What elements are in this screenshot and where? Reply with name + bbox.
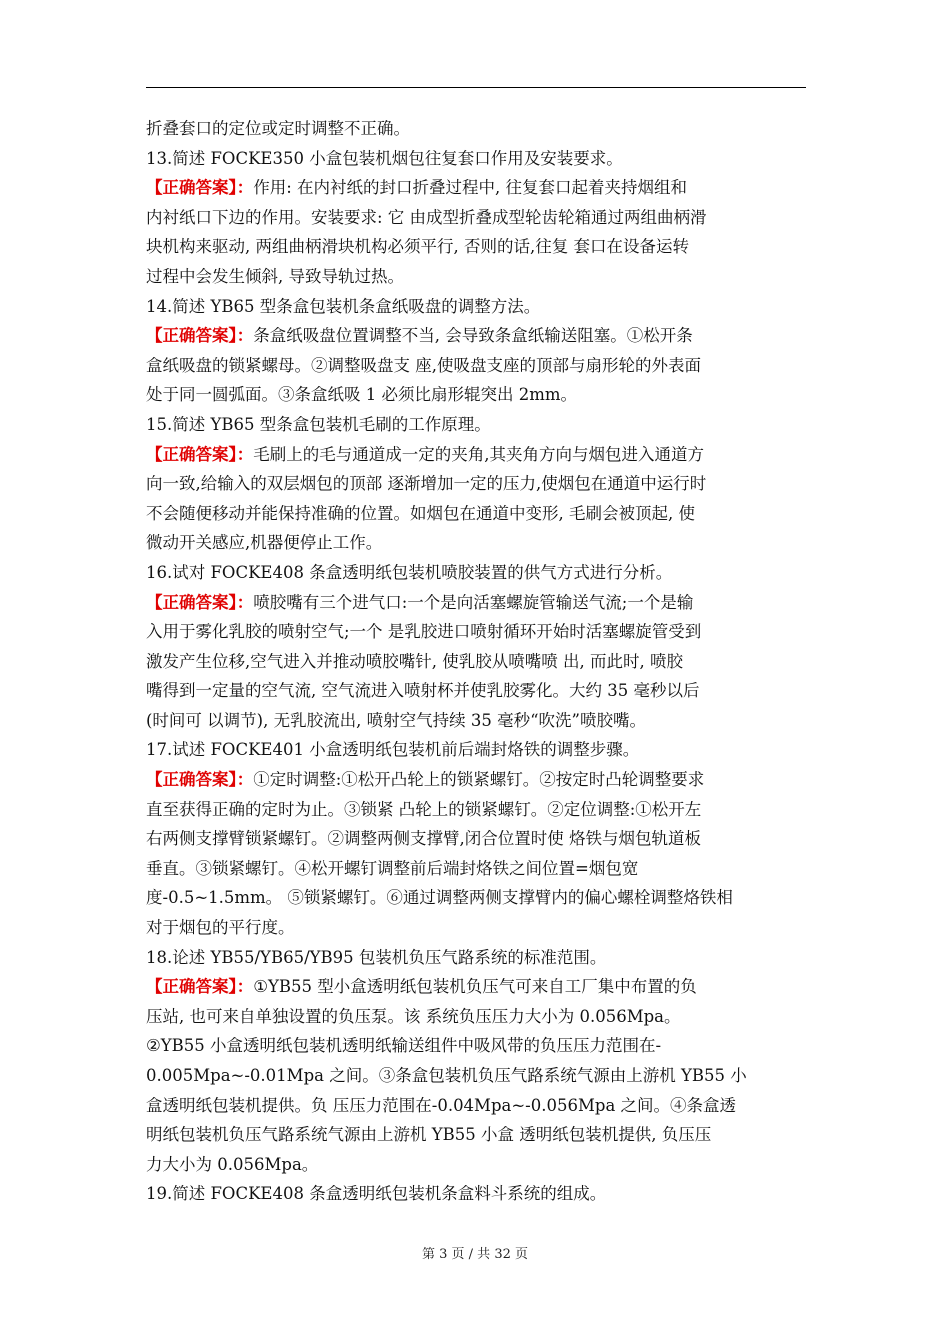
text-line (146, 943, 806, 973)
answer-label: 【正确答案】： (146, 770, 254, 790)
line-text: 盒纸吸盘的锁紧螺母。②调整吸盘支 座,使吸盘支座的顶部与扇形轮的外表面 (146, 355, 701, 375)
text-line (146, 114, 806, 144)
line-text: 度-0.5~1.5mm。 ⑤锁紧螺钉。⑥通过调整两侧支撑臂内的偏心螺栓调整烙铁相 (146, 888, 733, 908)
text-line (146, 499, 806, 529)
line-text: ②YB55 小盒透明纸包装机透明纸输送组件中吸风带的负压压力范围在- (146, 1036, 662, 1056)
line-text: 0.005Mpa~-0.01Mpa 之间。③条盒包装机负压气路系统气源由上游机 YB55 小 (146, 1066, 747, 1085)
text-line (146, 1031, 806, 1061)
line-text: 折叠套口的定位或定时调整不正确。 (146, 119, 410, 138)
line-text: 内衬纸口下边的作用。安装要求: 它 由成型折叠成型轮齿轮箱通过两组曲柄滑 (146, 207, 707, 227)
text-line (146, 676, 806, 706)
text-line (146, 795, 806, 825)
text-line (146, 706, 806, 736)
line-text: 对于烟包的平行度。 (146, 918, 295, 938)
text-line (146, 1002, 806, 1032)
page-footer: 第 3 页 / 共 32 页 (422, 1247, 528, 1262)
text-line (146, 232, 806, 262)
line-text: 毛刷上的毛与通道成一定的夹角,其夹角方向与烟包进入通道方 (253, 444, 704, 464)
line-text: 垂直。③锁紧螺钉。④松开螺钉调整前后端封烙铁之间位置=烟包宽 (146, 858, 639, 878)
text-line (146, 528, 806, 558)
line-text: 17.试述 FOCKE401 小盒透明纸包装机前后端封烙铁的调整步骤。 (146, 740, 640, 760)
text-line (146, 469, 806, 499)
line-text: 嘴得到一定量的空气流, 空气流进入喷射杯并使乳胶雾化。大约 35 毫秒以后 (146, 681, 700, 701)
text-line (146, 173, 806, 203)
text-line (146, 647, 806, 677)
text-line (146, 1179, 806, 1209)
line-text: ①YB55 型小盒透明纸包装机负压气可来自工厂集中布置的负 (253, 977, 697, 997)
answer-label: 【正确答案】： (146, 326, 254, 346)
header-rule (146, 87, 806, 88)
line-text: 16.试对 FOCKE408 条盒透明纸包装机喷胶装置的供气方式进行分析。 (146, 562, 673, 582)
text-line (146, 321, 806, 351)
text-line (146, 1061, 806, 1091)
text-line (146, 588, 806, 618)
line-text: 处于同一圆弧面。③条盒纸吸 1 必须比扇形辊突出 2mm。 (146, 385, 578, 405)
line-text: 喷胶嘴有三个进气口:一个是向活塞螺旋管输送气流;一个是输 (253, 592, 694, 612)
line-text: ①定时调整:①松开凸轮上的锁紧螺钉。②按定时凸轮调整要求 (253, 770, 705, 790)
text-line (146, 292, 806, 322)
line-text: 向一致,给输入的双层烟包的顶部 逐渐增加一定的压力,使烟包在通道中运行时 (146, 474, 707, 494)
document-body (146, 114, 806, 1209)
text-line (146, 617, 806, 647)
line-text: 直至获得正确的定时为止。③锁紧 凸轮上的锁紧螺钉。②定位调整:①松开左 (146, 799, 702, 819)
text-line (146, 380, 806, 410)
text-line (146, 351, 806, 381)
line-text: 块机构来驱动, 两组曲柄滑块机构必须平行, 否则的话,往复 套口在设备运转 (146, 237, 689, 257)
text-line (146, 440, 806, 470)
answer-label: 【正确答案】： (146, 977, 254, 997)
line-text: 微动开关感应,机器便停止工作。 (146, 533, 383, 553)
line-text: 明纸包装机负压气路系统气源由上游机 YB55 小盒 透明纸包装机提供, 负压压 (146, 1125, 712, 1145)
line-text: 力大小为 0.056Mpa。 (146, 1154, 319, 1174)
text-line (146, 410, 806, 440)
line-text: 盒透明纸包装机提供。负 压压力范围在-0.04Mpa~-0.056Mpa 之间。④条盒透 (146, 1095, 737, 1115)
line-text: (时间可 以调节), 无乳胶流出, 喷射空气持续 35 毫秒“吹洗”喷胶嘴。 (146, 710, 646, 730)
text-line (146, 144, 806, 174)
text-line (146, 262, 806, 292)
line-text: 激发产生位移,空气进入并推动喷胶嘴针, 使乳胶从喷嘴喷 出, 而此时, 喷胶 (146, 651, 683, 671)
line-text: 右两侧支撑臂锁紧螺钉。②调整两侧支撑臂,闭合位置时使 烙铁与烟包轨道板 (146, 829, 701, 849)
line-text: 压站, 也可来自单独设置的负压泵。该 系统负压压力大小为 0.056Mpa。 (146, 1006, 681, 1026)
text-line (146, 735, 806, 765)
text-line (146, 1091, 806, 1121)
text-line (146, 824, 806, 854)
line-text: 15.简述 YB65 型条盒包装机毛刷的工作原理。 (146, 414, 491, 434)
line-text: 14.简述 YB65 型条盒包装机条盒纸吸盘的调整方法。 (146, 296, 541, 316)
line-text: 入用于雾化乳胶的喷射空气;一个 是乳胶进口喷射循环开始时活塞螺旋管受到 (146, 622, 702, 642)
text-line (146, 765, 806, 795)
line-text: 13.简述 FOCKE350 小盒包装机烟包往复套口作用及安装要求。 (146, 148, 623, 168)
text-line (146, 883, 806, 913)
text-line (146, 1150, 806, 1180)
text-line (146, 203, 806, 233)
line-text: 19.简述 FOCKE408 条盒透明纸包装机条盒料斗系统的组成。 (146, 1184, 607, 1204)
line-text: 18.论述 YB55/YB65/YB95 包装机负压气路系统的标准范围。 (146, 947, 607, 967)
text-line (146, 913, 806, 943)
text-line (146, 558, 806, 588)
line-text: 作用: 在内衬纸的封口折叠过程中, 往复套口起着夹持烟组和 (253, 178, 688, 198)
text-line (146, 972, 806, 1002)
answer-label: 【正确答案】： (146, 444, 254, 464)
line-text: 过程中会发生倾斜, 导致导轨过热。 (146, 266, 404, 286)
line-text: 不会随便移动并能保持准确的位置。如烟包在通道中变形, 毛刷会被顶起, 使 (146, 503, 695, 523)
answer-label: 【正确答案】： (146, 178, 254, 198)
answer-label: 【正确答案】： (146, 592, 254, 612)
text-line (146, 1120, 806, 1150)
line-text: 条盒纸吸盘位置调整不当, 会导致条盒纸输送阻塞。①松开条 (253, 326, 693, 346)
text-line (146, 854, 806, 884)
